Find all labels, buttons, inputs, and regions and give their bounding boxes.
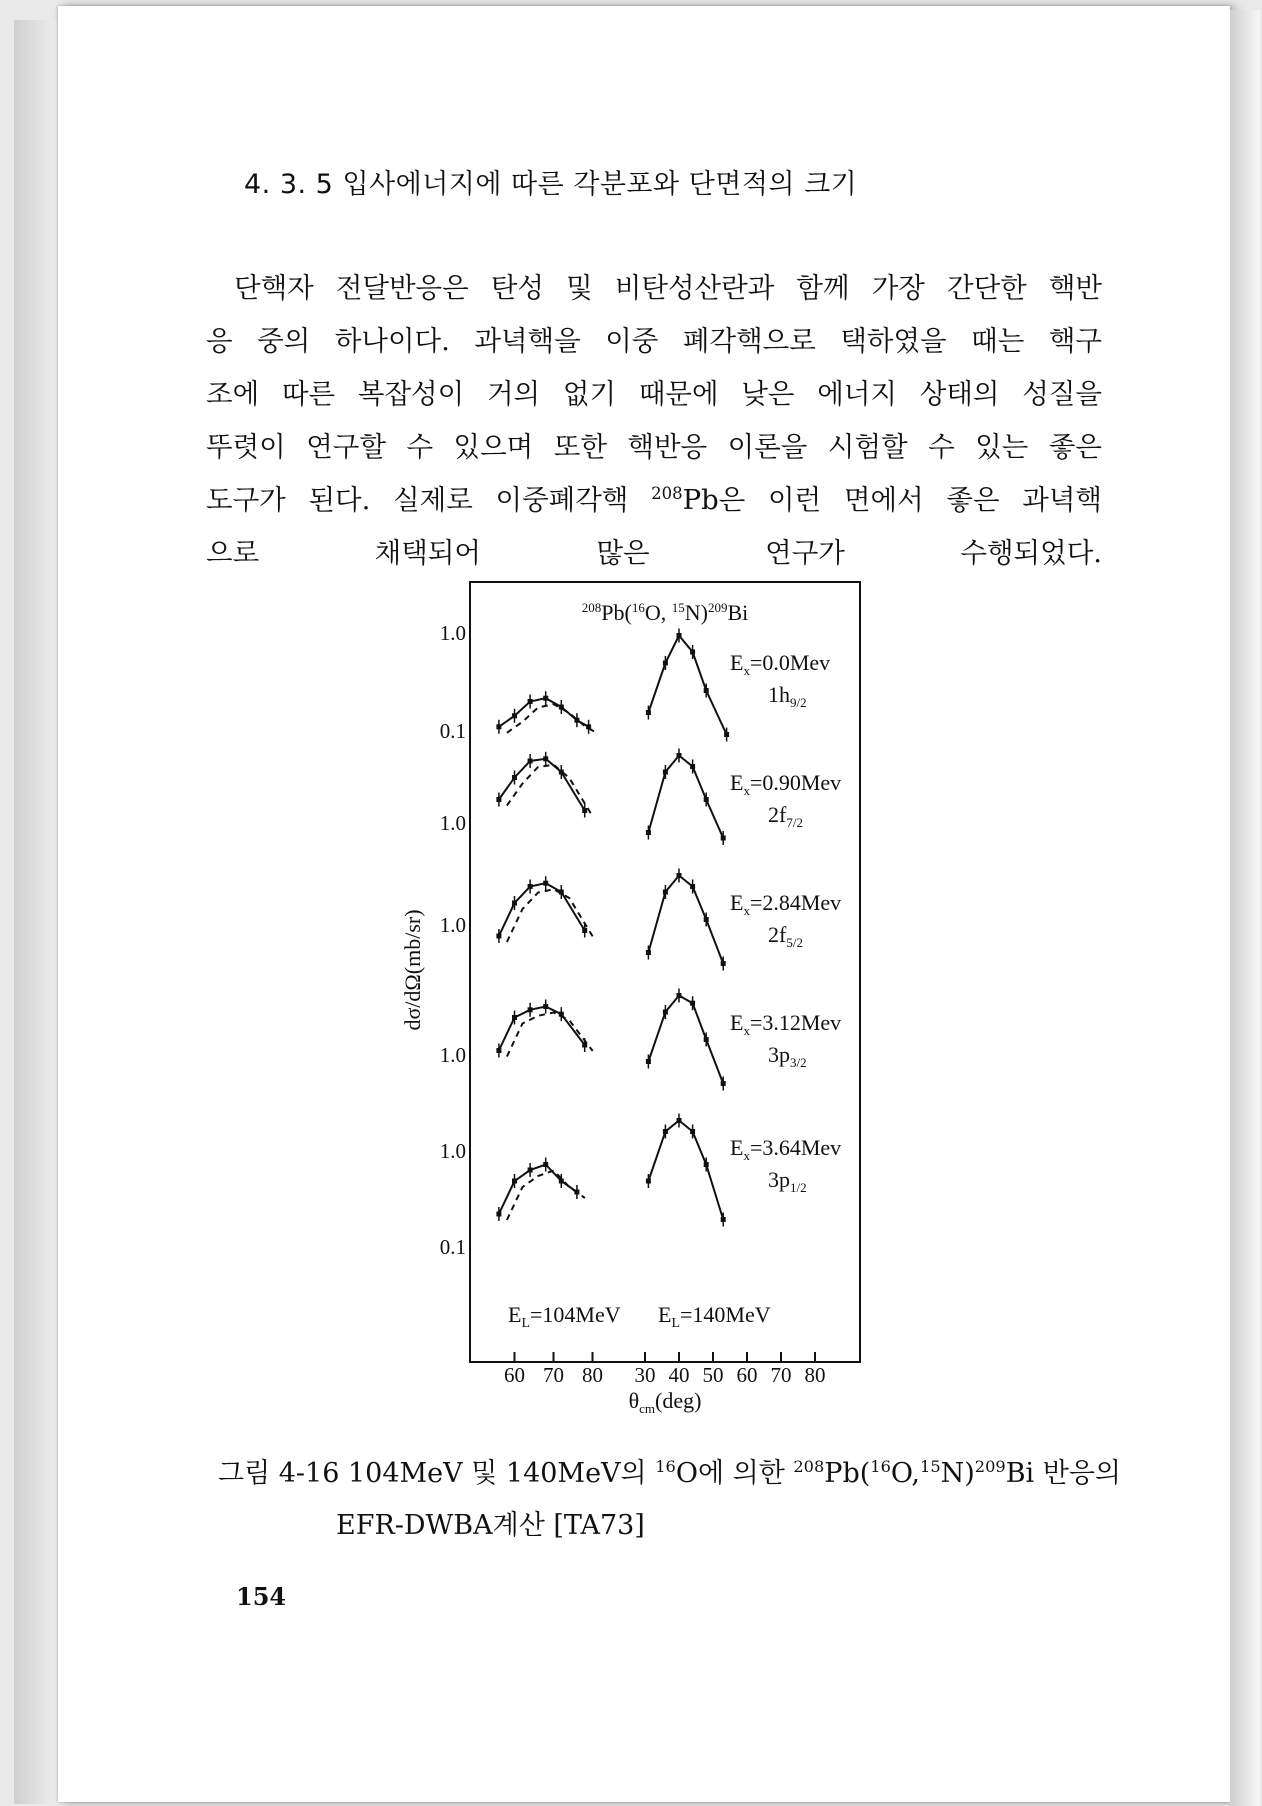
curve-left-dashed	[507, 1013, 593, 1057]
body-line-2: 응 중의 하나이다. 과녁핵을 이중 폐각핵으로 택하였을 때는 핵구	[206, 325, 1102, 357]
caption-label: 그림 4-16 104MeV 및 140MeV의	[218, 1458, 656, 1489]
body-line-4: 뚜렷이 연구할 수 있으며 또한 핵반응 이론을 시험할 수 있는 좋은	[206, 431, 1102, 463]
body-line-5-a: 도구가 된다. 실제로 이중폐각핵	[206, 484, 652, 516]
curve-right-solid	[648, 756, 723, 839]
y-tick-label: 1.0	[439, 1043, 466, 1067]
caption-text: Pb(	[824, 1458, 871, 1489]
curve-right-solid	[648, 1121, 723, 1220]
caption-text: O,	[890, 1458, 921, 1489]
panel-state-label: $3p_{3/2}$	[768, 1042, 807, 1070]
x-tick-label: 80	[582, 1363, 603, 1387]
body-line-5-sup: 208	[651, 483, 683, 503]
panel-ex-label: $E_x=2.84Mev$	[730, 890, 842, 918]
chart-title: $^{208}$Pb($^{16}$O, $^{15}$N)$^{209}$Bi	[581, 600, 749, 625]
curve-left-solid	[499, 759, 585, 811]
x-tick-label: 60	[736, 1363, 758, 1387]
x-tick-label: 30	[634, 1363, 656, 1387]
curve-right-solid	[648, 996, 723, 1084]
curve-left-dashed	[507, 704, 597, 733]
caption-sup: 208	[793, 1457, 825, 1476]
body-line-1: 단핵자 전달반응은 탄성 및 비탄성산란과 함께 가장 간단한 핵반	[234, 272, 1102, 304]
panel-state-label: $1h_{9/2}$	[768, 682, 807, 710]
caption-sup: 209	[974, 1457, 1006, 1476]
energy-label-right: $E_L=140MeV$	[658, 1302, 771, 1331]
x-tick-label: 60	[504, 1363, 525, 1387]
x-tick-label: 70	[543, 1363, 564, 1387]
panel-ex-label: $E_x=3.12Mev$	[730, 1010, 842, 1038]
caption-sup: 15	[920, 1457, 941, 1476]
panel-ex-label: $E_x=0.0Mev$	[730, 650, 831, 678]
curve-left-solid	[499, 883, 585, 936]
book-edge-left	[14, 20, 64, 1804]
panel-state-label: $2f_{5/2}$	[768, 922, 803, 950]
body-paragraph	[206, 262, 1102, 580]
caption-text: N)	[940, 1458, 975, 1489]
x-tick-label: 70	[770, 1363, 792, 1387]
x-tick-label: 40	[668, 1363, 690, 1387]
caption-sup: 16	[870, 1457, 891, 1476]
energy-label-left: $E_L=104MeV$	[508, 1302, 621, 1331]
y-tick-label: 1.0	[439, 1139, 466, 1163]
body-line-5	[206, 474, 1102, 527]
y-axis-label: dσ/dΩ(mb/sr)	[400, 909, 425, 1031]
curve-left-solid	[499, 1165, 577, 1215]
caption-sup: 16	[655, 1457, 676, 1476]
body-line-6: 으로 채택되어 많은 연구가 수행되었다.	[206, 537, 1102, 569]
panel-ex-label: $E_x=0.90Mev$	[730, 770, 842, 798]
section-heading: 4. 3. 5 입사에너지에 따른 각분포와 단면적의 크기	[244, 169, 858, 200]
x-tick-label: 50	[702, 1363, 724, 1387]
x-tick-label: 80	[804, 1363, 826, 1387]
y-tick-label: 0.1	[439, 719, 466, 743]
caption-text: Bi 반응의	[1005, 1458, 1122, 1489]
body-line-5-b: Pb은 이런 면에서 좋은 과녁핵	[682, 484, 1102, 516]
caption-text: O에 의한	[675, 1458, 794, 1489]
y-tick-label: 0.1	[439, 1235, 466, 1259]
caption-line-1	[218, 1448, 1122, 1500]
curve-right-solid	[648, 876, 723, 964]
panel-labels	[730, 650, 841, 1195]
x-tick-labels	[504, 1352, 826, 1387]
body-line-3: 조에 따른 복잡성이 거의 없기 때문에 낮은 에너지 상태의 성질을	[206, 378, 1102, 410]
y-tick-label: 1.0	[439, 913, 466, 937]
page-number: 154	[236, 1582, 287, 1611]
x-axis-label: $\theta_{cm}(deg)$	[628, 1388, 702, 1416]
y-tick-labels	[440, 621, 466, 1259]
chart-svg	[400, 570, 880, 1420]
panel-state-label: $2f_{7/2}$	[768, 802, 803, 830]
curve-right-solid	[648, 636, 726, 735]
panel-state-label: $3p_{1/2}$	[768, 1167, 807, 1195]
caption-line-2: EFR-DWBA계산 [TA73]	[336, 1510, 645, 1541]
y-tick-label: 1.0	[439, 621, 466, 645]
figure-chart	[400, 570, 880, 1420]
figure-caption	[218, 1448, 1122, 1552]
y-tick-label: 1.0	[439, 811, 466, 835]
book-edge-right	[1230, 10, 1260, 1806]
curves	[496, 629, 729, 1227]
panel-ex-label: $E_x=3.64Mev$	[730, 1135, 842, 1163]
